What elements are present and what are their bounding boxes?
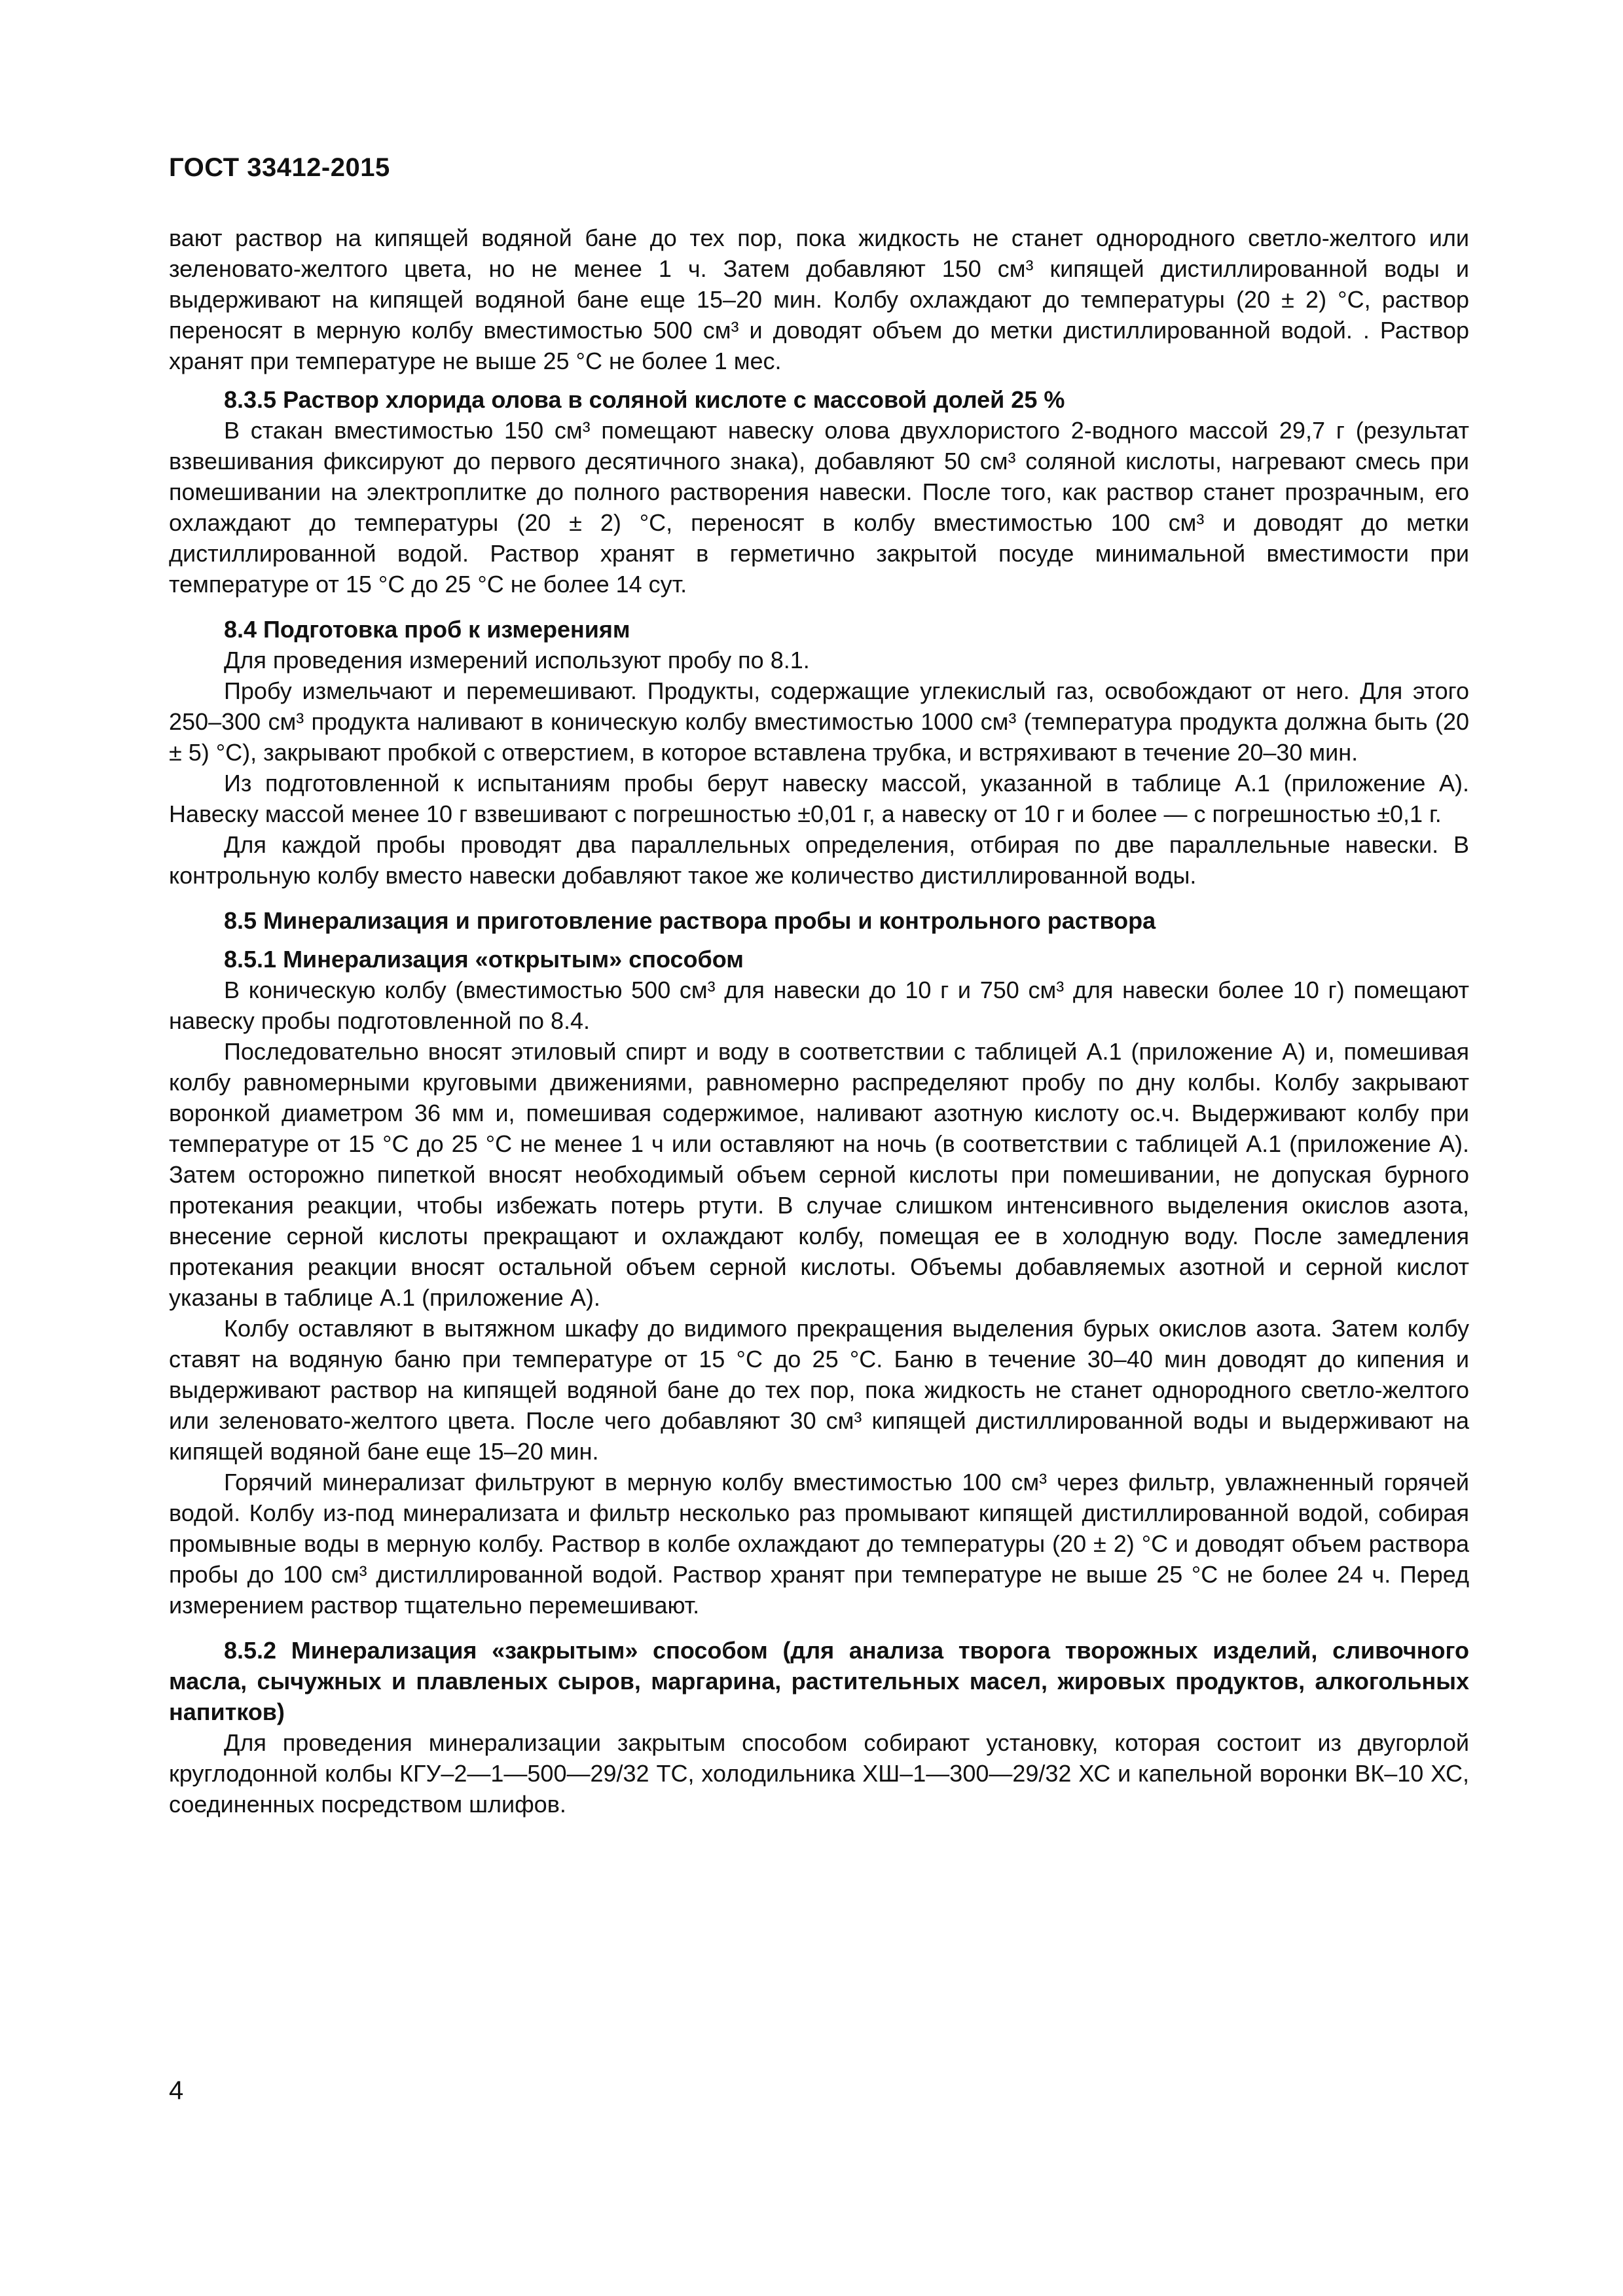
paragraph: Из подготовленной к испытаниям пробы берут навеску массой, указанной в таблице А.1 (приложение А). Навеску массой менее 10 г взвешивают с погрешностью ±0,01 г, а навеску от 10 г и более — с погрешностью ±0,1 г. xyxy=(169,770,1469,827)
section-heading-8-4: 8.4 Подготовка проб к измерениям xyxy=(224,616,630,643)
page-number: 4 xyxy=(169,2076,184,2105)
paragraph: Горячий минерализат фильтруют в мерную колбу вместимостью 100 см³ через фильтр, увлажненный горячей водой. Колбу из-под минерализата и фильтр несколько раз промывают кипящей дистиллированной водой, собирая промывные воды в мерную колбу. Раствор в колбе охлаждают до температуры (20 ± 2) °С и доводят объем раствора пробы до 100 см³ дистиллированной водой. Раствор хранят при температуре не выше 25 °С не более 24 ч. Перед измерением раствор тщательно перемешивают. xyxy=(169,1469,1469,1619)
section-heading-8-5-1: 8.5.1 Минерализация «открытым» способом xyxy=(224,946,744,973)
paragraph-continuation: вают раствор на кипящей водяной бане до тех пор, пока жидкость не станет однородного светло-желтого или зеленовато-желтого цвета, но не менее 1 ч. Затем добавляют 150 см³ кипящей дистиллированной воды и выдерживают на кипящей водяной бане еще 15–20 мин. Колбу охлаждают до температуры (20 ± 2) °С, раствор переносят в мерную колбу вместимостью 500 см³ и доводят объем до метки дистиллированной водой. . Раствор хранят при температуре не выше 25 °С не более 1 мес. xyxy=(169,224,1469,374)
paragraph: В стакан вместимостью 150 см³ помещают навеску олова двухлористого 2-водного массой 29,7 г (результат взвешивания фиксируют до первого десятичного знака), добавляют 50 см³ соляной кислоты, нагревают смесь при помешивании на электроплитке до полного растворения навески. После того, как раствор станет прозрачным, его охлаждают до температуры (20 ± 2) °С, переносят в колбу вместимостью 100 см³ и доводят до метки дистиллированной водой. Раствор хранят в герметично закрытой посуде минимальной вместимости при температуре от 15 °С до 25 °С не более 14 сут. xyxy=(169,417,1469,598)
paragraph: Для проведения измерений используют пробу по 8.1. xyxy=(224,647,810,673)
paragraph: Для каждой пробы проводят два параллельных определения, отбирая по две параллельные навески. В контрольную колбу вместо навески добавляют такое же количество дистиллированной воды. xyxy=(169,831,1469,889)
paragraph: Для проведения минерализации закрытым способом собирают установку, которая состоит из двугорлой круглодонной колбы КГУ–2—1—500—29/32 ТС, холодильника ХШ–1—300—29/32 ХС и капельной воронки ВК–10 ХС, соединенных посредством шлифов. xyxy=(169,1729,1469,1818)
section-heading-8-3-5: 8.3.5 Раствор хлорида олова в соляной кислоте с массовой долей 25 % xyxy=(224,386,1065,413)
document-code-header: ГОСТ 33412-2015 xyxy=(169,153,390,182)
paragraph: Колбу оставляют в вытяжном шкафу до видимого прекращения выделения бурых окислов азота. Затем колбу ставят на водяную баню при температуре от 15 °С до 25 °С. Баню в течение 30–40 мин доводят до кипения и выдерживают раствор на кипящей водяной бане до тех пор, пока жидкость не станет однородного светло-желтого или зеленовато-желтого цвета. После чего добавляют 30 см³ кипящей дистиллированной воды и выдерживают на кипящей водяной бане еще 15–20 мин. xyxy=(169,1315,1469,1465)
section-heading-8-5-2: 8.5.2 Минерализация «закрытым» способом (для анализа творога творожных изделий, сливочного масла, сычужных и плавленых сыров, маргарина, растительных масел, жировых продуктов, алкогольных напитков) xyxy=(169,1637,1469,1725)
section-heading-8-5: 8.5 Минерализация и приготовление раствора пробы и контрольного раствора xyxy=(224,907,1156,934)
document-body xyxy=(169,223,1469,1820)
paragraph: Последовательно вносят этиловый спирт и воду в соответствии с таблицей А.1 (приложение А) и, помешивая колбу равномерными круговыми движениями, равномерно распределяют пробу по дну колбы. Колбу закрывают воронкой диаметром 36 мм и, помешивая содержимое, наливают азотную кислоту ос.ч. Выдерживают колбу при температуре от 15 °С до 25 °С не менее 1 ч или оставляют на ночь (в соответствии с таблицей А.1 (приложение А). Затем осторожно пипеткой вносят необходимый объем серной кислоты при помешивании, не допуская бурного протекания реакции, чтобы избежать потерь ртути. В случае слишком интенсивного выделения окислов азота, внесение серной кислоты прекращают и охлаждают колбу, помещая ее в холодную воду. После замедления протекания реакции вносят остальной объем серной кислоты. Объемы добавляемых азотной и серной кислот указаны в таблице А.1 (приложение А). xyxy=(169,1038,1469,1311)
paragraph: Пробу измельчают и перемешивают. Продукты, содержащие углекислый газ, освобождают от него. Для этого 250–300 см³ продукта наливают в коническую колбу вместимостью 1000 см³ (температура продукта должна быть (20 ± 5) °С), закрывают пробкой с отверстием, в которое вставлена трубка, и встряхивают в течение 20–30 мин. xyxy=(169,677,1469,766)
paragraph: В коническую колбу (вместимостью 500 см³ для навески до 10 г и 750 см³ для навески более 10 г) помещают навеску пробы подготовленной по 8.4. xyxy=(169,977,1469,1034)
